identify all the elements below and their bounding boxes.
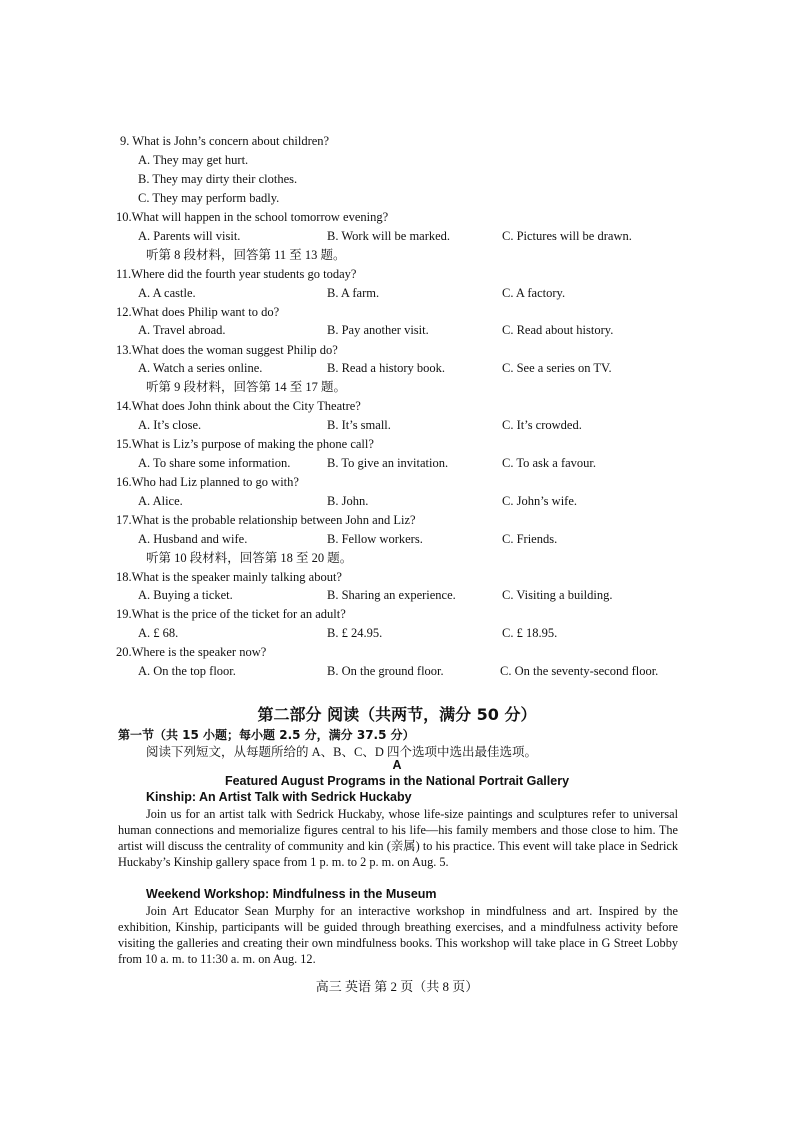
q17-option-a: A. Husband and wife. [138, 532, 248, 546]
q13-option-c: C. See a series on TV. [502, 361, 612, 375]
passage-letter: A [392, 758, 402, 772]
q16-option-c: C. John’s wife. [502, 494, 577, 508]
q15-option-c: C. To ask a favour. [502, 456, 597, 470]
q15-option-b: B. To give an invitation. [327, 456, 449, 470]
q10-option-a: A. Parents will visit. [138, 229, 241, 243]
listening-instruction-8: 听第 8 段材料，回答第 11 至 13 题。 [146, 248, 346, 262]
q13-option-a: A. Watch a series online. [138, 361, 263, 375]
question-11: 11.Where did the fourth year students go today? [116, 267, 357, 281]
q9-option-a: A. They may get hurt. [138, 153, 249, 167]
listening-instruction-9: 听第 9 段材料，回答第 14 至 17 题。 [146, 380, 347, 394]
question-17: 17.What is the probable relationship between John and Liz? [116, 513, 416, 527]
q10-option-b: B. Work will be marked. [327, 229, 451, 243]
program-1-paragraph: Join us for an artist talk with Sedrick Huckaby, whose life-size paintings and sculptures refer to universal human connections and memorialize figures central to his life—his family members and those close to him. The artist will discuss the centrality of community and kin (亲属) to his practice. This event will take place in Sedrick Huckaby’s Kinship gallery space from 1 p. m. to 2 p. m. on Aug. 5. [118, 807, 678, 869]
reading-instruction: 阅读下列短文，从每题所给的 A、B、C、D 四个选项中选出最佳选项。 [146, 745, 537, 759]
q12-option-b: B. Pay another visit. [327, 323, 429, 337]
q20-option-c: C. On the seventy-second floor. [500, 664, 659, 678]
listening-instruction-10: 听第 10 段材料，回答第 18 至 20 题。 [146, 551, 353, 565]
question-20: 20.Where is the speaker now? [116, 645, 267, 659]
question-16: 16.Who had Liz planned to go with? [116, 475, 299, 489]
question-18: 18.What is the speaker mainly talking about? [116, 570, 342, 584]
q12-option-a: A. Travel abroad. [138, 323, 226, 337]
part-two-title: 第二部分 阅读（共两节，满分 50 分） [257, 705, 537, 724]
q18-option-c: C. Visiting a building. [502, 588, 613, 602]
q19-option-c: C. £ 18.95. [502, 626, 558, 640]
q14-option-c: C. It’s crowded. [502, 418, 582, 432]
passage-title: Featured August Programs in the National Portrait Gallery [224, 774, 570, 788]
q16-option-a: A. Alice. [138, 494, 183, 508]
q17-option-c: C. Friends. [502, 532, 558, 546]
q10-option-c: C. Pictures will be drawn. [502, 229, 632, 243]
q15-option-a: A. To share some information. [138, 456, 291, 470]
section-one-heading: 第一节（共 15 小题；每小题 2.5 分，满分 37.5 分） [118, 728, 415, 742]
q20-option-a: A. On the top floor. [138, 664, 236, 678]
program-2-paragraph: Join Art Educator Sean Murphy for an interactive workshop in mindfulness and art. Inspired by the exhibition, Kinship, participants will be guided through breathing exercises, and a mindfulness activity before visiting the galleries and creating their own mindfulness books. This workshop will take place in G Street Lobby from 10 a. m. to 11:30 a. m. on Aug. 12. [118, 904, 678, 966]
question-14: 14.What does John think about the City Theatre? [116, 399, 361, 413]
page-footer: 高三 英语 第 2 页（共 8 页） [315, 979, 479, 994]
question-15: 15.What is Liz’s purpose of making the phone call? [116, 437, 374, 451]
q18-option-b: B. Sharing an experience. [327, 588, 456, 602]
question-19: 19.What is the price of the ticket for an adult? [116, 607, 346, 621]
program-1-title: Kinship: An Artist Talk with Sedrick Huckaby [146, 790, 412, 804]
question-12: 12.What does Philip want to do? [116, 305, 280, 319]
q16-option-b: B. John. [327, 494, 369, 508]
q11-option-a: A. A castle. [138, 286, 196, 300]
question-13: 13.What does the woman suggest Philip do? [116, 343, 338, 357]
q14-option-b: B. It’s small. [327, 418, 391, 432]
q11-option-c: C. A factory. [502, 286, 566, 300]
program-2-title: Weekend Workshop: Mindfulness in the Museum [146, 887, 437, 901]
q11-option-b: B. A farm. [327, 286, 380, 300]
q12-option-c: C. Read about history. [502, 323, 614, 337]
q19-option-a: A. £ 68. [138, 626, 179, 640]
q9-option-b: B. They may dirty their clothes. [138, 172, 298, 186]
q17-option-b: B. Fellow workers. [327, 532, 423, 546]
question-10: 10.What will happen in the school tomorrow evening? [116, 210, 389, 224]
q14-option-a: A. It’s close. [138, 418, 202, 432]
question-9: 9. What is John’s concern about children? [120, 134, 330, 148]
q19-option-b: B. £ 24.95. [327, 626, 383, 640]
q13-option-b: B. Read a history book. [327, 361, 446, 375]
q18-option-a: A. Buying a ticket. [138, 588, 233, 602]
q9-option-c: C. They may perform badly. [138, 191, 280, 205]
q20-option-b: B. On the ground floor. [327, 664, 444, 678]
